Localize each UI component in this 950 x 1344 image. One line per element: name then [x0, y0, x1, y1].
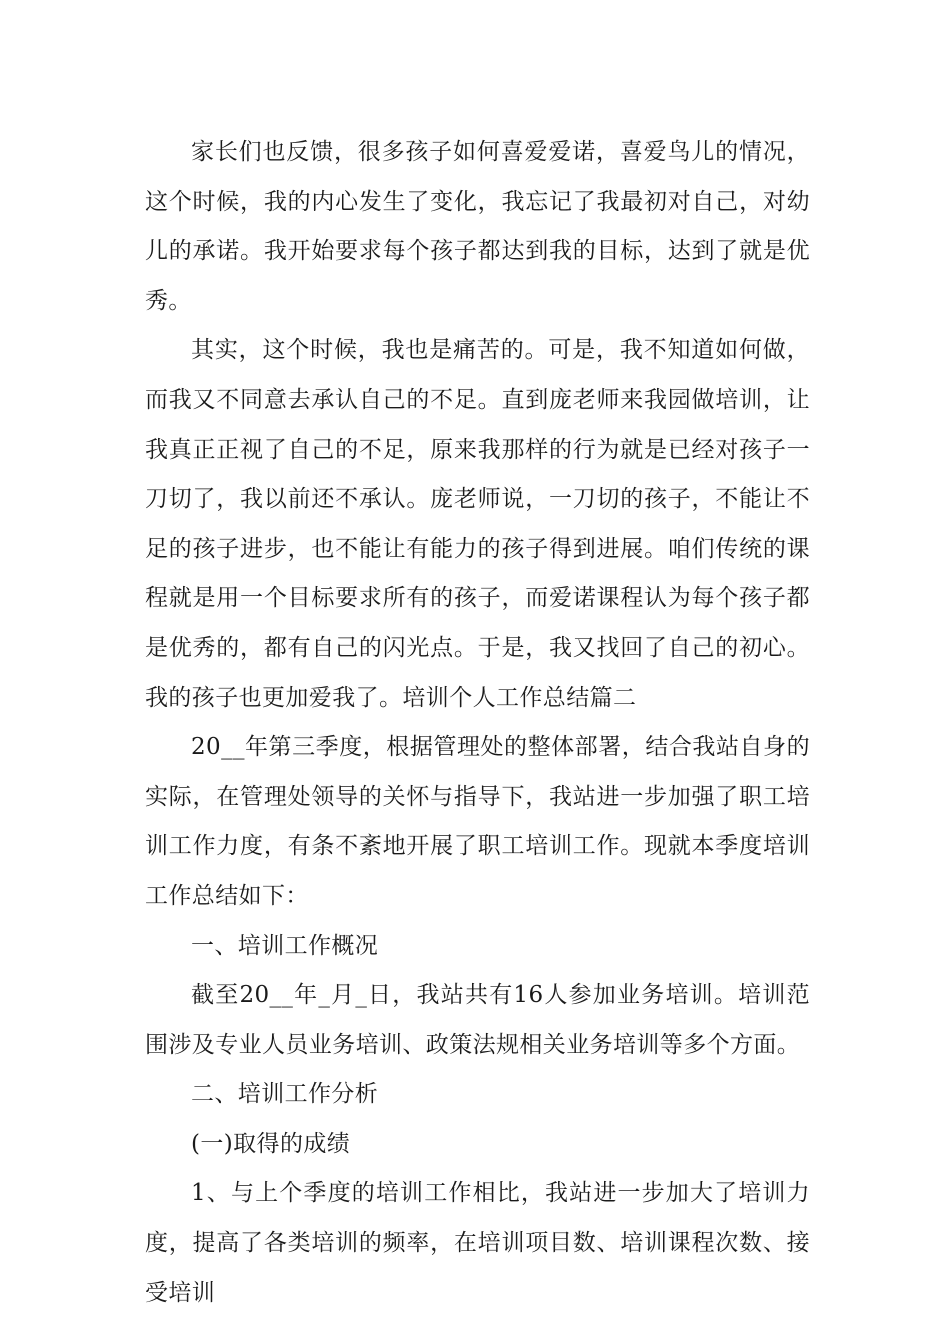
document-body	[145, 128, 810, 1318]
heading-achievements: (一)取得的成绩	[191, 1130, 351, 1157]
paragraph-feedback: 家长们也反馈，很多孩子如何喜爱爱诺，喜爱鸟儿的情况，这个时候，我的内心发生了变化，我忘记了我最初对自己，对幼儿的承诺。我开始要求每个孩子都达到我的目标，达到了就是优秀。	[145, 139, 810, 314]
paragraph-training-count: 截至20__年_月_日，我站共有16人参加业务培训。培训范围涉及专业人员业务培训、政策法规相关业务培训等多个方面。	[145, 982, 810, 1058]
heading-training-analysis: 二、培训工作分析	[191, 1081, 379, 1108]
heading-training-overview: 一、培训工作概况	[191, 932, 379, 959]
paragraph-achievement-1: 1、与上个季度的培训工作相比，我站进一步加大了培训力度，提高了各类培训的频率，在培训项目数、培训课程次数、接受培训	[145, 1180, 810, 1306]
paragraph-reflection: 其实，这个时候，我也是痛苦的。可是，我不知道如何做，而我又不同意去承认自己的不足。直到庞老师来我园做培训，让我真正正视了自己的不足，原来我那样的行为就是已经对孩子一刀切了，我以前还不承认。庞老师说，一刀切的孩子，不能让不足的孩子进步，也不能让有能力的孩子得到进展。咱们传统的课程就是用一个目标要求所有的孩子，而爱诺课程认为每个孩子都是优秀的，都有自己的闪光点。于是，我又找回了自己的初心。我的孩子也更加爱我了。培训个人工作总结篇二	[145, 337, 810, 711]
paragraph-quarter-intro: 20__年第三季度，根据管理处的整体部署，结合我站自身的实际，在管理处领导的关怀与指导下，我站进一步加强了职工培训工作力度，有条不紊地开展了职工培训工作。现就本季度培训工作总结如下：	[145, 734, 810, 909]
